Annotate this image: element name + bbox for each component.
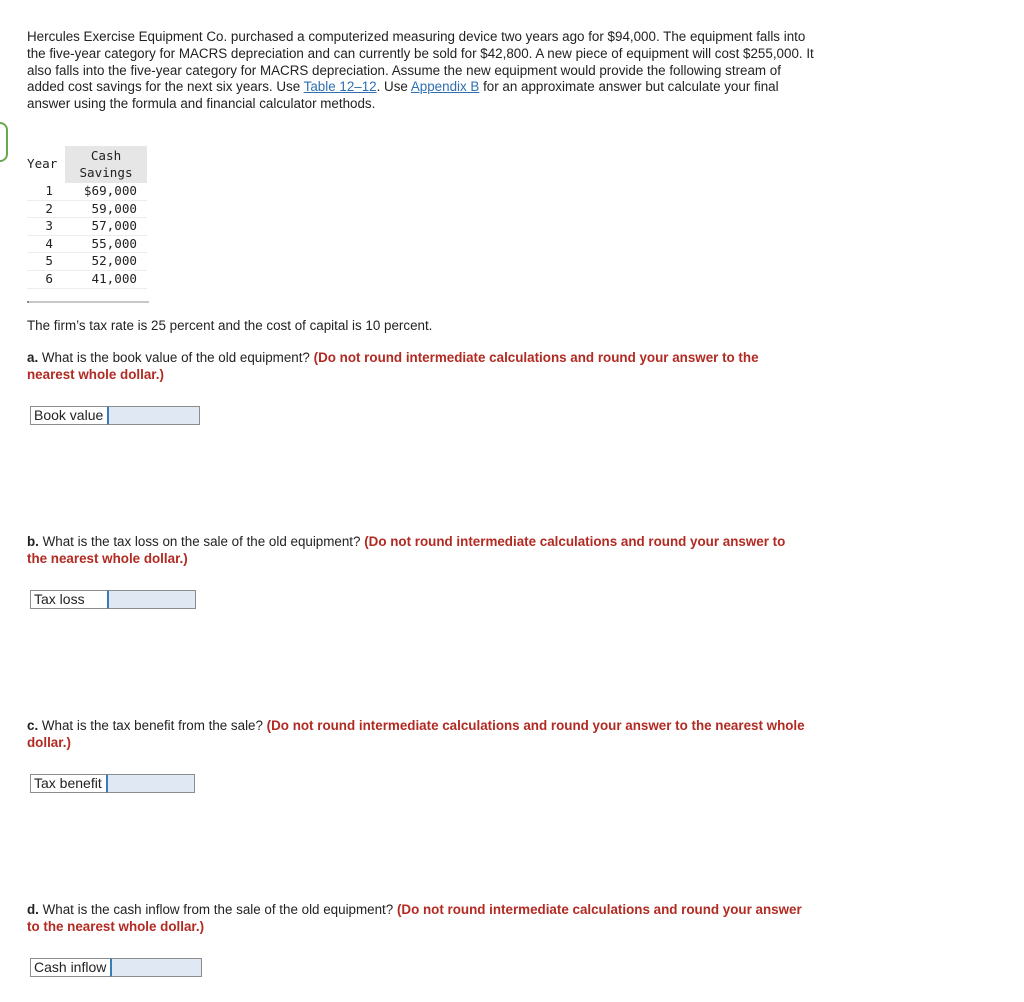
book-value-answer <box>30 406 200 425</box>
table-12-12-link[interactable]: Table 12–12 <box>303 79 377 95</box>
question-c-instruction: (Do not round intermediate calculations and round your answer to the nearest whole dollar.) <box>27 718 805 750</box>
tax-loss-label: Tax loss <box>30 590 107 609</box>
savings-cell: 55,000 <box>65 235 147 253</box>
question-d-text: What is the cash inflow from the sale of the old equipment? <box>38 902 397 917</box>
question-c-text: What is the tax benefit from the sale? <box>38 718 267 733</box>
question-c-letter: c. <box>27 718 39 733</box>
question-d-instruction: (Do not round intermediate calculations and round your answer to the nearest whole dollar.) <box>27 902 802 934</box>
year-cell: 4 <box>27 235 65 253</box>
cash-inflow-input[interactable] <box>110 958 202 977</box>
tax-note: The firm’s tax rate is 25 percent and the cost of capital is 10 percent. <box>27 318 433 333</box>
table-row <box>27 218 147 236</box>
tax-loss-answer <box>30 590 196 609</box>
year-cell: 5 <box>27 253 65 271</box>
question-edge-marker <box>0 122 8 162</box>
savings-cell: $69,000 <box>65 183 147 200</box>
intro-text-1: Hercules Exercise Equipment Co. purchased a computerized measuring device two years ago for $94,000. The equipment falls into the five-year category for MACRS depreciation and can currently be sold for $42,800. A new piece of equipment will cost $255,000. It also falls into the five-year category for MACRS depreciation. Assume the new equipment would provide the following stream of added cost savings for the next six years. Use <box>27 29 814 95</box>
problem-intro <box>27 29 817 113</box>
cash-header-line2: Savings <box>79 164 133 180</box>
question-b-letter: b. <box>27 534 39 549</box>
intro-text-3: for an approximate answer but calculate your final answer using the formula and financial calculator methods. <box>27 79 779 112</box>
year-cell: 2 <box>27 200 65 218</box>
savings-cell: 59,000 <box>65 200 147 218</box>
table-row <box>27 270 147 288</box>
question-a-instruction: (Do not round intermediate calculations and round your answer to the nearest whole dollar.) <box>27 350 759 382</box>
question-b-instruction: (Do not round intermediate calculations and round your answer to the nearest whole dollar.) <box>27 534 786 566</box>
year-cell: 1 <box>27 183 65 200</box>
table-row <box>27 235 147 253</box>
cash-header-line1: Cash <box>90 148 122 163</box>
question-a-letter: a. <box>27 350 39 365</box>
question-a <box>27 350 807 384</box>
cash-inflow-answer <box>30 958 202 977</box>
cash-savings-header <box>65 146 147 183</box>
tax-benefit-label: Tax benefit <box>30 774 106 793</box>
tax-benefit-input[interactable] <box>106 774 195 793</box>
year-cell: 6 <box>27 270 65 288</box>
table-row <box>27 200 147 218</box>
appendix-b-link[interactable]: Appendix B <box>410 79 480 95</box>
tax-loss-input[interactable] <box>107 590 196 609</box>
intro-text-2: . Use <box>376 79 411 95</box>
year-header: Year <box>27 156 58 172</box>
book-value-input[interactable] <box>107 406 200 425</box>
table-bottom-rule <box>27 301 149 303</box>
question-d-letter: d. <box>27 902 39 917</box>
question-c <box>27 718 807 752</box>
question-a-text: What is the book value of the old equipment? <box>38 350 314 365</box>
table-row <box>27 253 147 271</box>
cash-inflow-label: Cash inflow <box>30 958 110 977</box>
table-row <box>27 183 147 200</box>
cash-savings-table <box>27 146 147 303</box>
savings-cell: 52,000 <box>65 253 147 271</box>
book-value-label: Book value <box>30 406 107 425</box>
question-b-text: What is the tax loss on the sale of the old equipment? <box>38 534 365 549</box>
savings-cell: 41,000 <box>65 270 147 288</box>
tax-benefit-answer <box>30 774 195 793</box>
question-b <box>27 534 807 568</box>
year-cell: 3 <box>27 218 65 236</box>
question-d <box>27 902 807 936</box>
savings-cell: 57,000 <box>65 218 147 236</box>
